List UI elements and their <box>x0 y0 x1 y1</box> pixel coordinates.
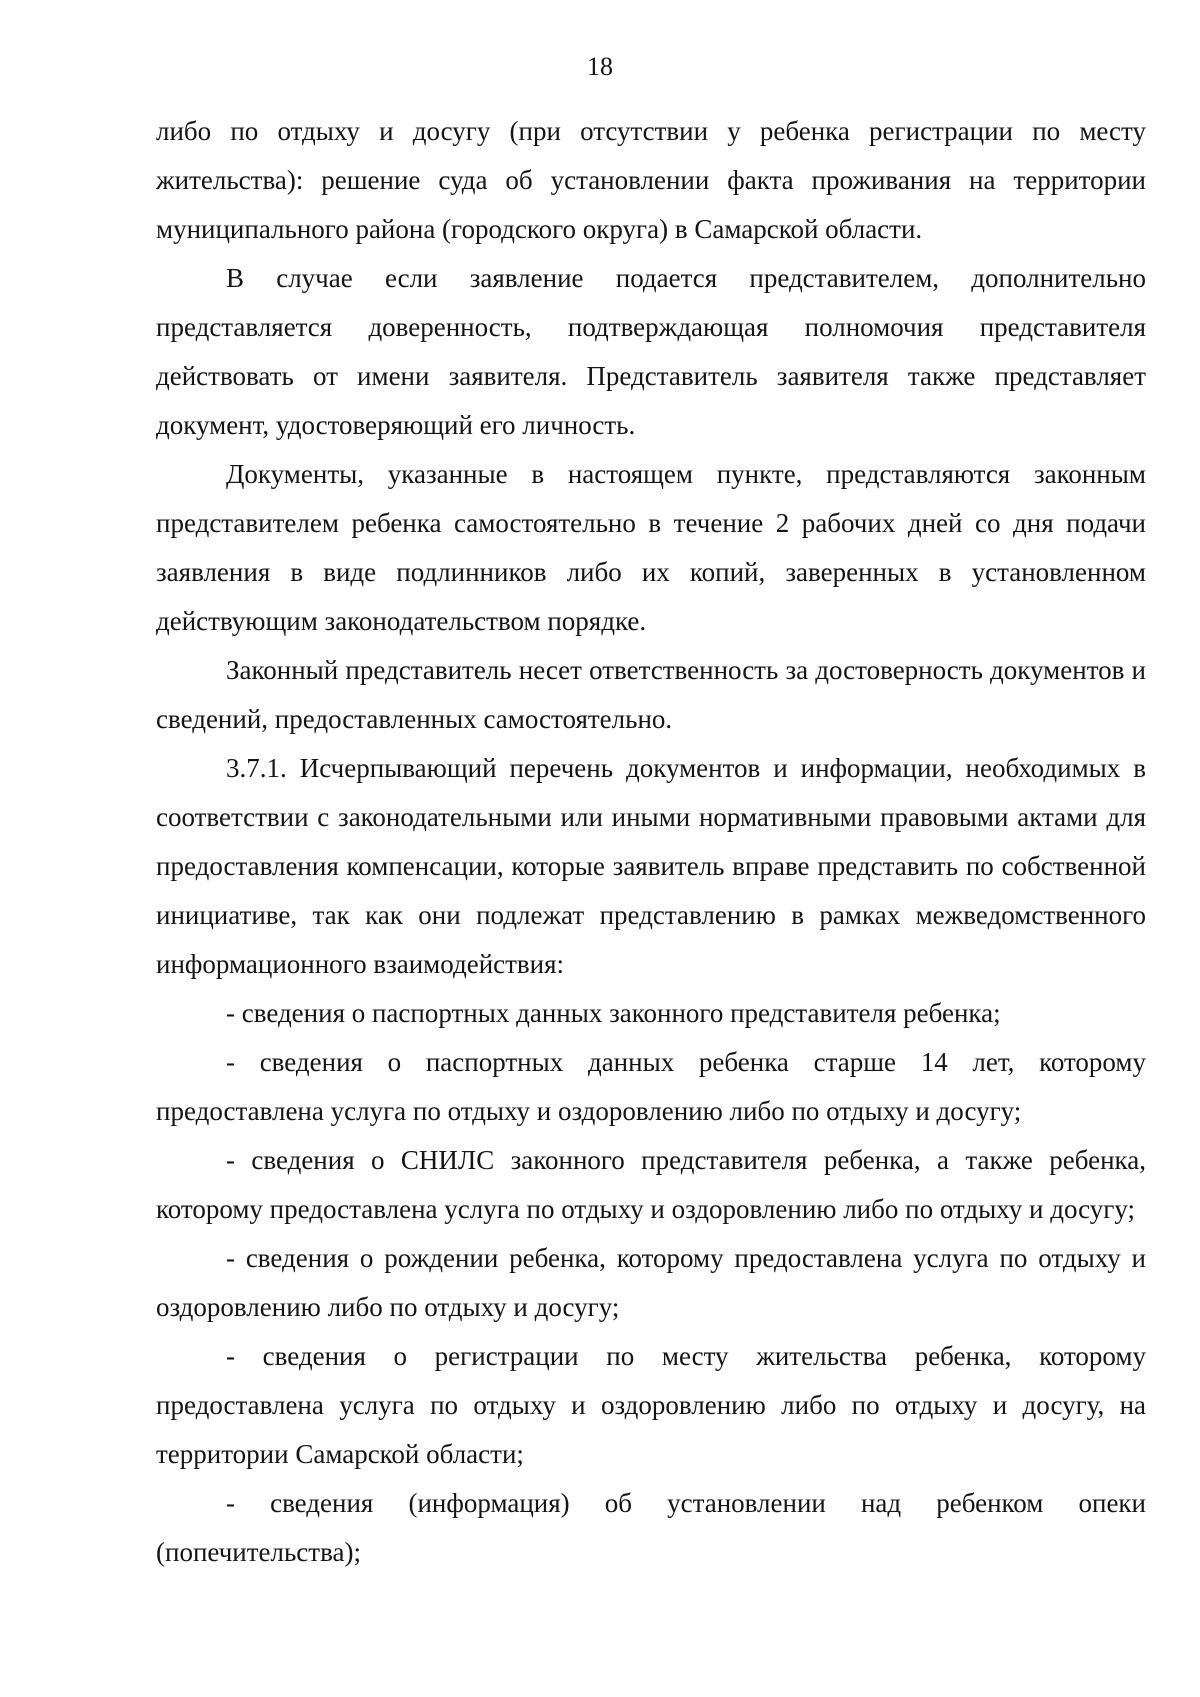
paragraph-residence-court-decision: либо по отдыху и досугу (при отсутствии у ребенка регистрации по месту жительства): решение суда об установлении факта проживания на территории муниципального района (городского округа) в Самарской области. <box>156 116 1146 244</box>
paragraph-responsibility: Законный представитель несет ответственность за достоверность документов и сведений, предоставленных самостоятельно. <box>156 655 1146 734</box>
list-item-passport-representative: - сведения о паспортных данных законного представителя ребенка; <box>226 998 1001 1028</box>
document-body <box>156 107 1146 1577</box>
list-item-guardianship: - сведения (информация) об установлении над ребенком опеки (попечительства); <box>156 1488 1146 1567</box>
paragraph-section-3-7-1: 3.7.1. Исчерпывающий перечень документов и информации, необходимых в соответствии с законодательными или иными нормативными правовыми актами для предоставления компенсации, которые заявитель вправе представить по собственной инициативе, так как они подлежат представлению в рамках межведомственного информационного взаимодействия: <box>156 753 1146 979</box>
paragraph-documents-submission: Документы, указанные в настоящем пункте, представляются законным представителем ребенка самостоятельно в течение 2 рабочих дней со дня подачи заявления в виде подлинников либо их копий, заверенных в установленном действующим законодательством порядке. <box>156 459 1146 636</box>
paragraph-representative-power-of-attorney: В случае если заявление подается представителем, дополнительно представляется доверенность, подтверждающая полномочия представителя действовать от имени заявителя. Представитель заявителя также представляет документ, удостоверяющий его личность. <box>156 263 1146 440</box>
list-item-passport-child: - сведения о паспортных данных ребенка старше 14 лет, которому предоставлена услуга по отдыху и оздоровлению либо по отдыху и досугу; <box>156 1047 1146 1126</box>
list-item-snils: - сведения о СНИЛС законного представителя ребенка, а также ребенка, которому предоставлена услуга по отдыху и оздоровлению либо по отдыху и досугу; <box>156 1145 1146 1224</box>
list-item-birth-info: - сведения о рождении ребенка, которому предоставлена услуга по отдыху и оздоровлению либо по отдыху и досугу; <box>156 1243 1146 1322</box>
list-item-registration: - сведения о регистрации по месту жительства ребенка, которому предоставлена услуга по отдыху и оздоровлению либо по отдыху и досугу, на территории Самарской области; <box>156 1341 1146 1469</box>
page-number: 18 <box>587 52 613 81</box>
